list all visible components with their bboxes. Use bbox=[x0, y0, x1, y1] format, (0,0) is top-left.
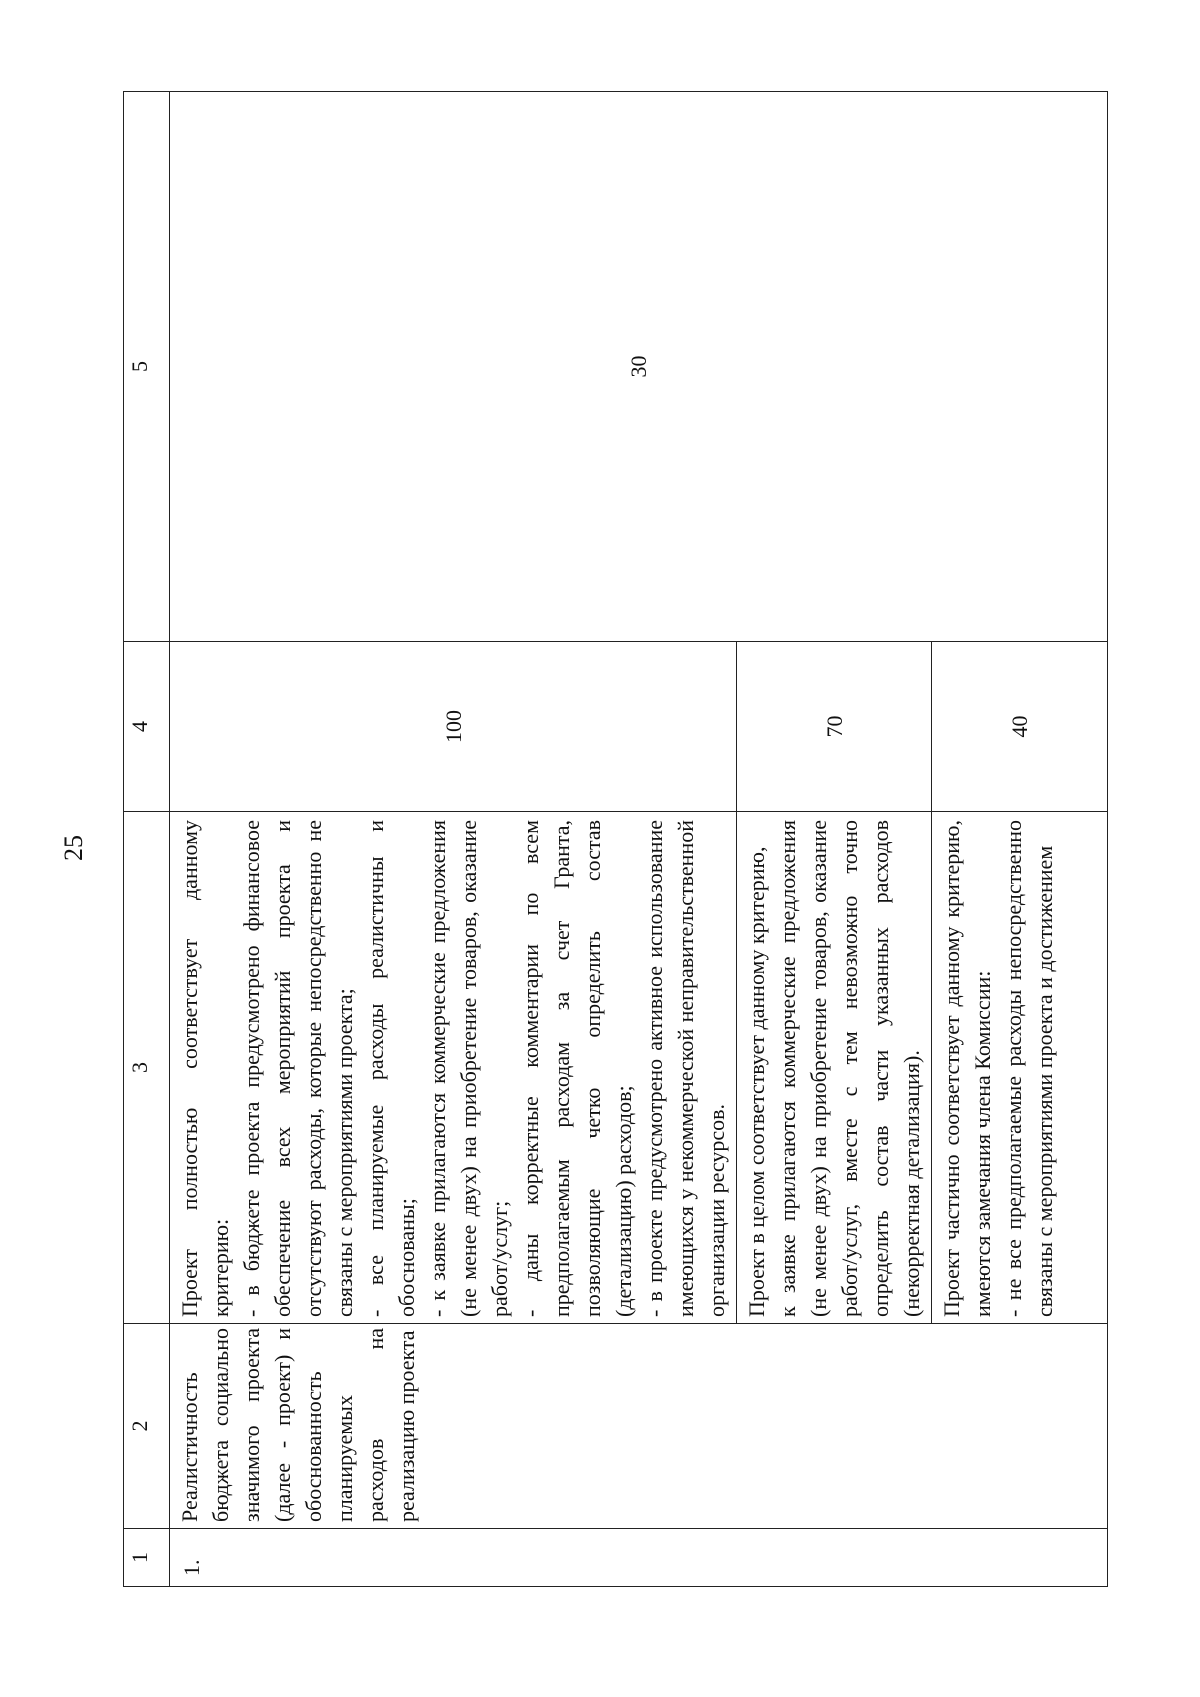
level-line: Проект частично соответствует данному критерию, имеются замечания члена Комиссии: bbox=[939, 820, 995, 1317]
level-line: - в бюджете проекта предусмотрено финансовое обеспечение всех мероприятий проекта и отсутствуют расходы, которые непосредственно не связаны с мероприятиями проекта; bbox=[239, 820, 357, 1317]
level-score: 40 bbox=[932, 642, 1108, 812]
header-cell: 3 bbox=[124, 812, 170, 1324]
table-header-row bbox=[124, 92, 170, 1587]
criteria-table bbox=[123, 91, 1108, 1587]
header-cell: 5 bbox=[124, 92, 170, 642]
page-number: 25 bbox=[59, 835, 88, 861]
level-line: - не все предполагаемые расходы непосредственно связаны с мероприятиями проекта и достижением bbox=[1001, 820, 1057, 1317]
criterion-name: Реалистичность бюджета социально значимого проекта (далее - проект) и обоснованность планируемых расходов на реализацию проекта bbox=[170, 1324, 1108, 1529]
level-line: Проект в целом соответствует данному критерию, bbox=[744, 846, 769, 1317]
table-row bbox=[170, 92, 737, 1587]
header-cell: 4 bbox=[124, 642, 170, 812]
header-cell: 2 bbox=[124, 1324, 170, 1529]
level-line: - все планируемые расходы реалистичны и обоснованы; bbox=[363, 820, 419, 1317]
level-line: - даны корректные комментарии по всем предполагаемым расходам за счет Гранта, позволяющие четко определить состав (детализацию) расходов; bbox=[518, 820, 636, 1317]
level-description bbox=[737, 812, 932, 1324]
level-score: 100 bbox=[170, 642, 737, 812]
level-line: Проект полностью соответствует данному критерию: bbox=[177, 820, 233, 1317]
level-description bbox=[170, 812, 737, 1324]
level-line: - к заявке прилагаются коммерческие предложения (не менее двух) на приобретение товаров, оказание работ/услуг; bbox=[425, 820, 512, 1317]
level-line: - в проекте предусмотрено активное использование имеющихся у некоммерческой неправительственной организации ресурсов. bbox=[642, 820, 729, 1317]
rotated-page-content bbox=[123, 92, 1108, 1587]
level-description bbox=[932, 812, 1108, 1324]
header-cell: 1 bbox=[124, 1529, 170, 1587]
level-line: к заявке прилагаются коммерческие предложения (не менее двух) на приобретение товаров, оказание работ/услуг, вместе с тем невозможно точно определить состав части указанных расходов (некорректная детализация). bbox=[775, 820, 924, 1317]
level-score: 70 bbox=[737, 642, 932, 812]
criterion-weight: 30 bbox=[170, 92, 1108, 642]
row-index: 1. bbox=[170, 1529, 1108, 1587]
